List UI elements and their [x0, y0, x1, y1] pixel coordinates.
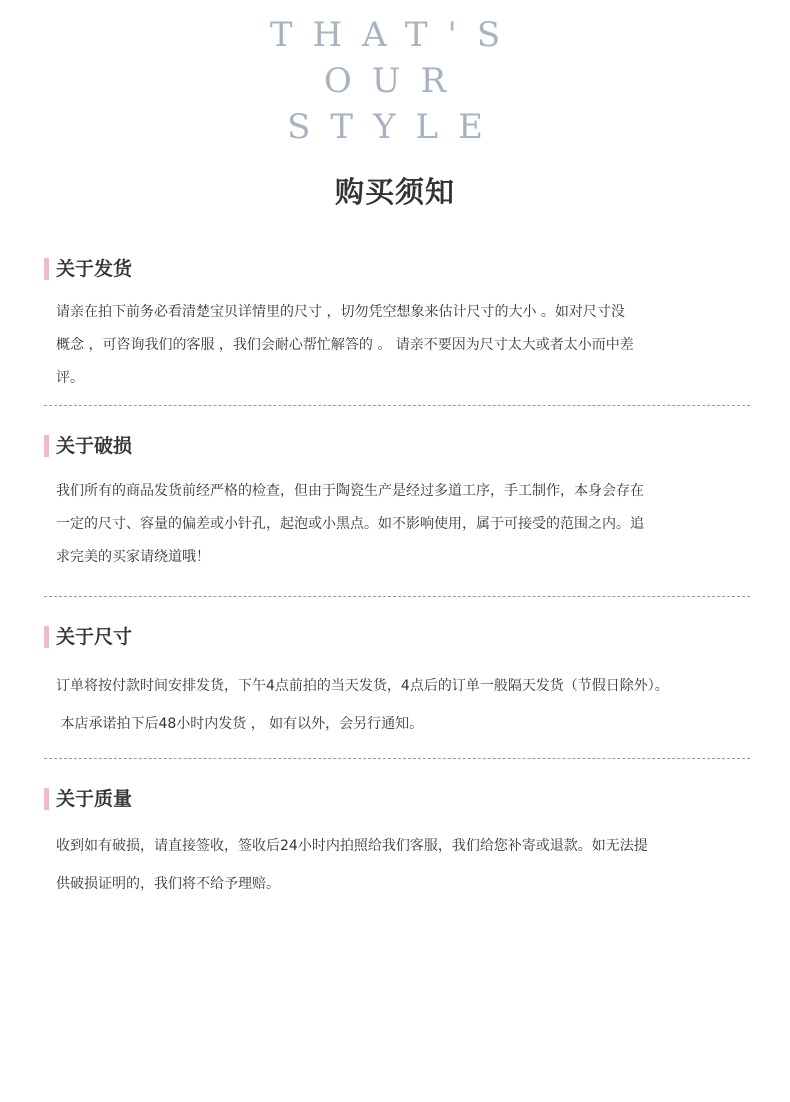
section-divider — [44, 596, 750, 597]
section-text-line: 收到如有破损，请直接签收，签收后24小时内拍照给我们客服，我们给您补寄或退款。如无法提 — [56, 838, 648, 854]
section-body — [56, 827, 750, 903]
section-accent-bar — [44, 258, 49, 280]
section-title: 关于尺寸 — [56, 626, 133, 648]
section-header — [44, 433, 750, 459]
section-header — [44, 624, 750, 650]
section-header — [44, 256, 750, 282]
section-title: 关于发货 — [56, 258, 133, 280]
section-text-line: 评。 — [56, 370, 84, 386]
section-text-line: 供破损证明的，我们将不给予理赔。 — [56, 876, 280, 892]
style-heading-line-2: OUR — [323, 61, 467, 101]
section-text-line: 请亲在拍下前务必看清楚宝贝详情里的尺寸 ，切勿凭空想象来估计尺寸的大小 。如对尺寸没 — [56, 304, 625, 320]
page-title — [335, 170, 455, 214]
section-accent-bar — [44, 788, 49, 810]
style-heading-line-3: STYLE — [287, 107, 503, 147]
section-damage — [44, 433, 750, 583]
section-text-line: 我们所有的商品发货前经严格的检查，但由于陶瓷生产是经过多道工序，手工制作，本身会存在 — [56, 483, 644, 499]
section-header — [44, 786, 750, 812]
section-text-line: 求完美的买家请绕道哦！ — [56, 549, 210, 565]
page-title-text: 购买须知 — [334, 175, 455, 209]
section-accent-bar — [44, 626, 49, 648]
style-heading-line-1: THAT'S — [269, 15, 521, 55]
page-title-wrap — [0, 170, 790, 214]
section-body — [56, 475, 750, 574]
style-heading — [0, 12, 790, 150]
section-divider — [44, 405, 750, 406]
section-body — [56, 667, 750, 743]
section-shipping — [44, 256, 750, 396]
section-accent-bar — [44, 435, 49, 457]
section-text-line: 一定的尺寸、容量的偏差或小针孔，起泡或小黑点。如不影响使用，属于可接受的范围之内。追 — [56, 516, 644, 532]
section-text-line: 本店承诺拍下后48小时内发货 ， 如有以外，会另行通知。 — [56, 716, 424, 732]
section-title: 关于破损 — [56, 435, 133, 457]
section-size — [44, 624, 750, 744]
section-text-line: 订单将按付款时间安排发货，下午4点前拍的当天发货，4点后的订单一般隔天发货（节假日除外）。 — [56, 678, 669, 694]
section-divider — [44, 758, 750, 759]
section-title: 关于质量 — [56, 788, 133, 810]
section-quality — [44, 786, 750, 906]
section-body — [56, 296, 750, 395]
section-text-line: 概念 ，可咨询我们的客服 ，我们会耐心帮忙解答的 。 请亲不要因为尺寸太大或者太小而中差 — [56, 337, 634, 353]
